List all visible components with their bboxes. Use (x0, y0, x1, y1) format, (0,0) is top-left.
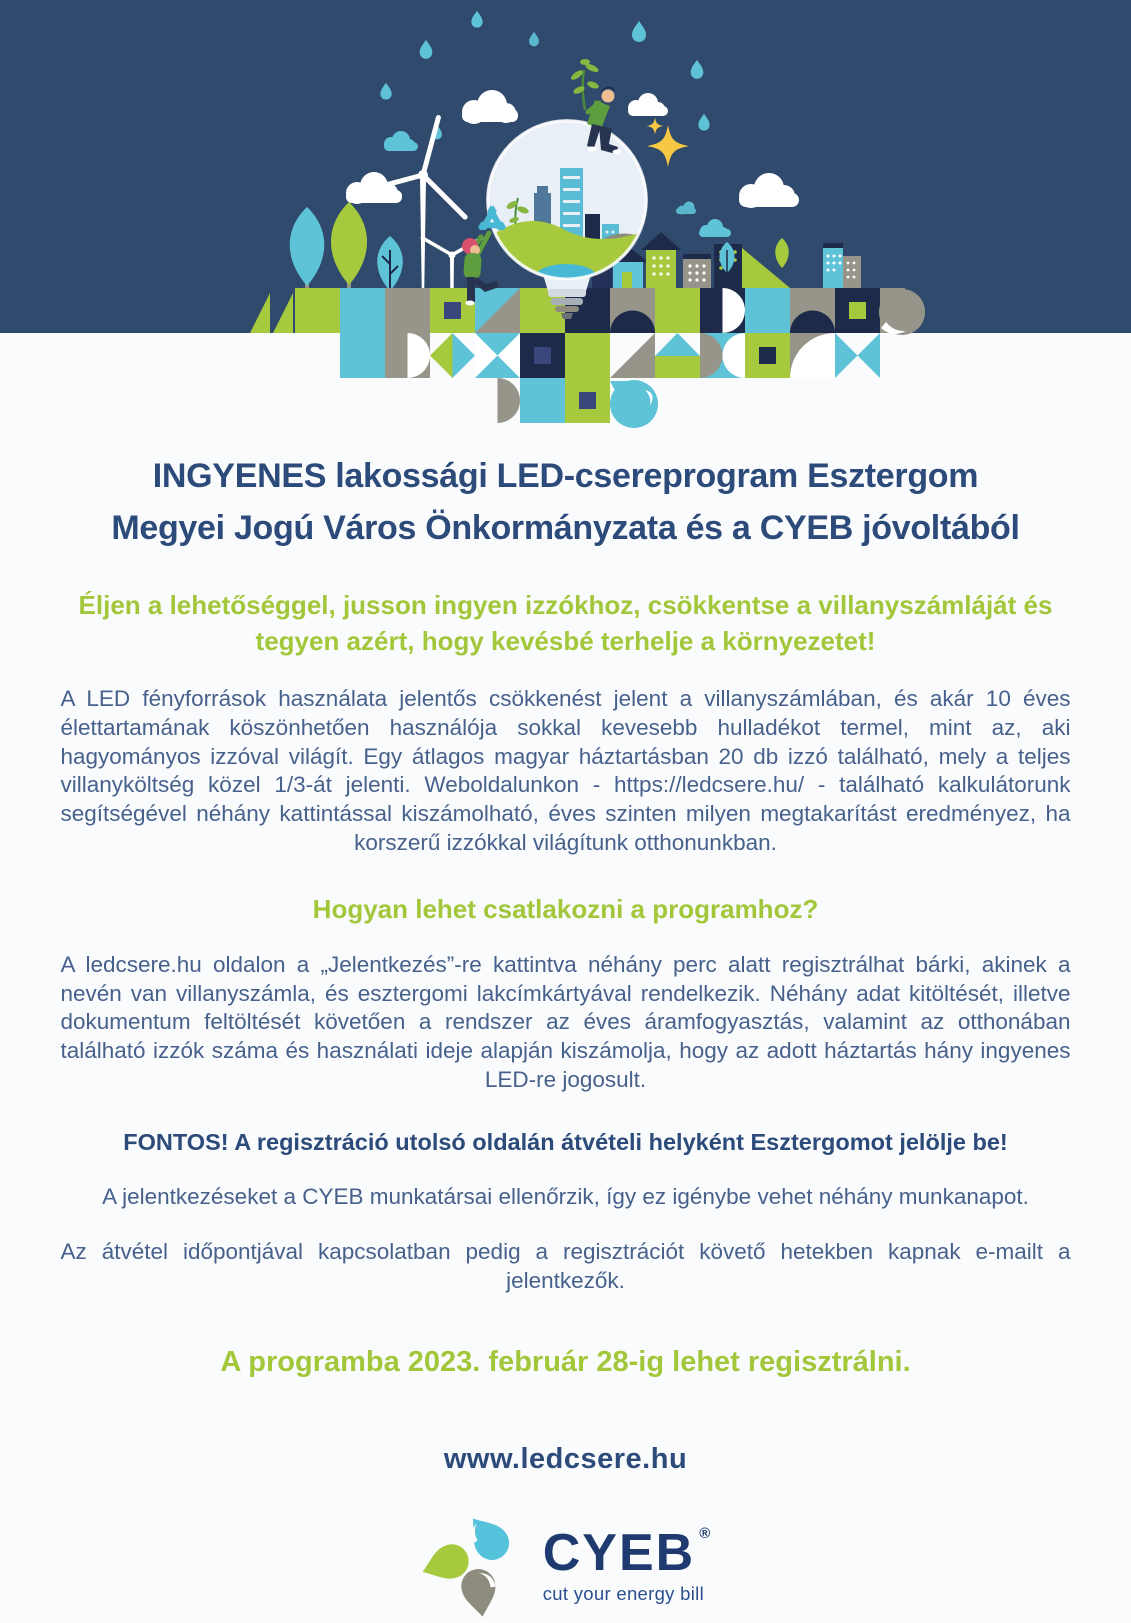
deadline-text: A programba 2023. február 28-ig lehet regisztrálni. (220, 1345, 911, 1378)
eco-city-illustration (0, 0, 1131, 445)
cyeb-tagline: cut your energy bill (542, 1582, 704, 1604)
intro-paragraph: A LED fényforrások használata jelentős csökkenést jelent a villanyszámlában, és akár 10 éves élettartamának köszönhetően használója sokkal kevesebb hulladékot termel, mint az, aki hagyományos izzóval világít. Egy átlagos magyar háztartásban 20 db izzó található, mely a teljes villanyköltség közel 1/3-át jelenti. Weboldalunkon - https://ledcsere.hu/ - található kalkulátorunk segítségével néhány kattintással kiszámolható, éves szinten milyen megtakarítást eredményez, ha korszerű izzókkal világítunk otthonunkban. (60, 686, 1071, 856)
cyeb-droplets-icon (421, 1505, 531, 1623)
droplet-shape-gray (879, 289, 925, 335)
lead-text: Éljen a lehetőséggel, jusson ingyen izzókhoz, csökkentse a villanyszámláját és tegyen azért, hogy kevésbé terhelje a környezetet! (78, 590, 1053, 656)
page-title (61, 451, 1071, 554)
review-note: A jelentkezéseket a CYEB munkatársai ellenőrzik, így ez igénybe vehet néhány munkanapot. (102, 1184, 1029, 1210)
droplet-gray (459, 1567, 499, 1619)
how-to-heading: Hogyan lehet csatlakozni a programhoz? (312, 893, 819, 924)
cyeb-logo (61, 1505, 1071, 1623)
mosaic-pattern-lower (340, 333, 880, 428)
page-title-line2: Megyei Jogú Város Önkormányzata és a CYEB jóvoltából (111, 508, 1020, 547)
registered-mark: ® (699, 1524, 711, 1542)
important-note: FONTOS! A regisztráció utolsó oldalán átvételi helyként Esztergomot jelölje be! (123, 1128, 1008, 1155)
how-to-paragraph: A ledcsere.hu oldalon a „Jelentkezés”-re kattintva néhány perc alatt regisztrálhat bárki, akinek a nevén van villanyszámla, és esztergomi lakcímkártyával rendelkezik. Néhány adat kitöltését, illetve dokumentum feltöltését követően a rendszer az éves áramfogyasztás, valamint az otthonában található izzók száma és használati ideje alapján kiszámolja, hogy az adott háztartás hány ingyenes LED-re jogosult. (60, 951, 1071, 1093)
mosaic-pattern (250, 288, 925, 335)
flyer-content (61, 451, 1071, 1623)
cyeb-brand: CYEB (542, 1523, 696, 1582)
droplet-shape-teal (610, 380, 658, 428)
website-link[interactable]: www.ledcsere.hu (443, 1442, 688, 1475)
page-title-line1: INGYENES lakossági LED-csereprogram Esztergom (152, 457, 979, 495)
pickup-note: Az átvétel időpontjával kapcsolatban pedig a regisztrációt követő hetekben kapnak e-mailt a jelentkezők. (60, 1239, 1071, 1293)
cyeb-logo-text (543, 1505, 711, 1605)
